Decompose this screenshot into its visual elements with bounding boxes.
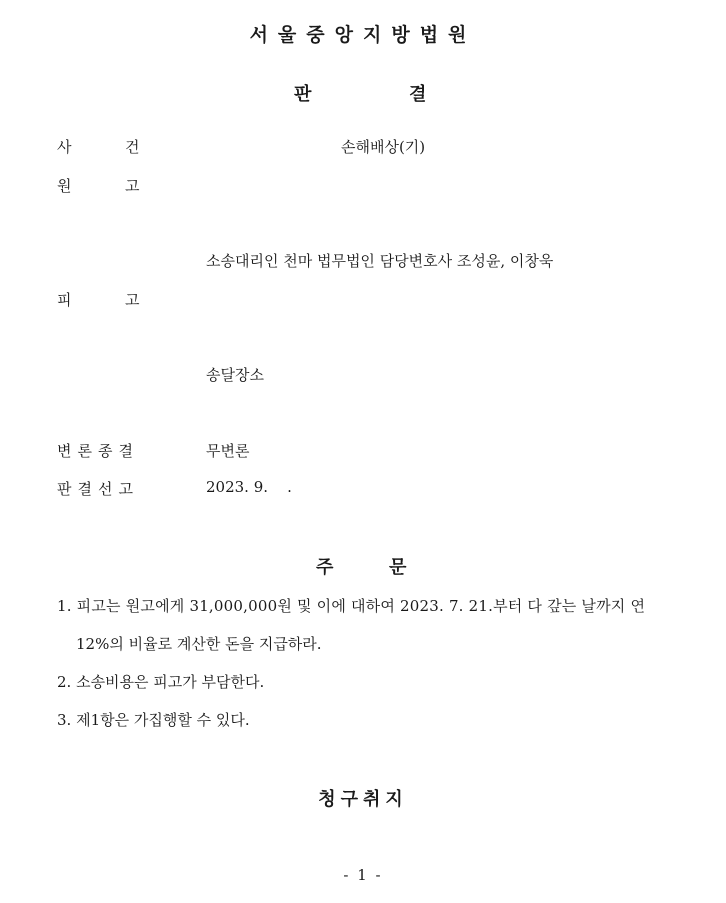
- order-heading-right: 문: [389, 557, 407, 578]
- case-value: 손해배상(기): [341, 138, 426, 156]
- plaintiff-counsel: 소송대리인 천마 법무법인 담당변호사 조성윤, 이창욱: [206, 252, 554, 270]
- order-item-1-line-1: 1. 피고는 원고에게 31,000,000원 및 이에 대하여 2023. 7. 21.부터 다 갚는 날까지 연: [57, 597, 646, 615]
- case-label-1: 사: [57, 138, 72, 156]
- claim-heading: 청구취지: [318, 789, 408, 810]
- doc-title-left: 판: [294, 84, 312, 105]
- doc-title-right: 결: [409, 84, 427, 105]
- defendant-service-address: 송달장소: [206, 366, 264, 384]
- court-name: 서울중앙지방법원: [249, 24, 477, 46]
- case-label-2: 건: [125, 138, 140, 156]
- order-item-1-line-2: 12%의 비율로 계산한 돈을 지급하라.: [76, 635, 322, 653]
- order-item-3: 3. 제1항은 가집행할 수 있다.: [57, 711, 250, 729]
- order-heading-left: 주: [316, 557, 334, 578]
- judgment-date-label: 판결선고: [57, 480, 139, 498]
- plaintiff-label-2: 고: [125, 177, 140, 195]
- plaintiff-label-1: 원: [57, 177, 72, 195]
- defendant-label-2: 고: [125, 291, 140, 309]
- order-item-2: 2. 소송비용은 피고가 부담한다.: [57, 673, 265, 691]
- judgment-date-value: 2023. 9. .: [206, 478, 292, 496]
- closing-argument-value: 무변론: [206, 442, 250, 460]
- defendant-label-1: 피: [57, 291, 72, 309]
- page-number: - 1 -: [343, 866, 383, 884]
- closing-argument-label: 변론종결: [57, 442, 139, 460]
